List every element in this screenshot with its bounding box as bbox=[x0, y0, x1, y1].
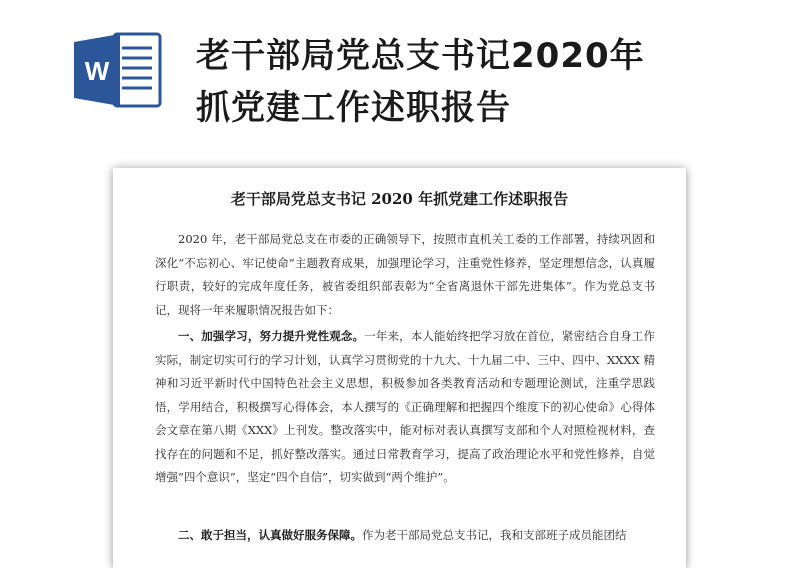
paragraph-lead: 一、加强学习，努力提升党性观念。 bbox=[178, 329, 365, 343]
page-title-line-1: 老干部局党总支书记2020年 bbox=[196, 36, 645, 76]
paragraph-text: 作为老干部局党总支书记，我和支部班子成员能团结 bbox=[362, 528, 627, 542]
word-document-icon bbox=[70, 30, 170, 110]
paragraph-lead: 二、敢于担当，认真做好服务保障。 bbox=[178, 528, 362, 542]
page-title-line-2: 抓党建工作述职报告 bbox=[196, 88, 511, 128]
document-page bbox=[113, 168, 686, 568]
document-title: 老干部局党总支书记 2020 年抓党建工作述职报告 bbox=[230, 190, 569, 208]
paragraph-text: 2020 年，老干部局党总支在市委的正确领导下，按照市直机关工委的工作部署，持续巩固和深化“不忘初心、牢记使命”主题教育成果，加强理论学习，注重党性修养，坚定理想信念，认真履行职责，较好的完成年度任务，被省委组织部表彰为“全省离退休干部先进集体”。作为党总支书记，现将一年来履职情况报告如下： bbox=[155, 232, 655, 317]
document-paragraph bbox=[155, 228, 655, 322]
paragraph-text: 一年来，本人能始终把学习放在首位，紧密结合自身工作实际，制定切实可行的学习计划，认真学习贯彻党的十九大、十九届二中、三中、四中、XXXX 精神和习近平新时代中国特色社会主义思想，积极参加各类教育活动和专题理论测试，注重学思践悟，学用结合，积极撰写心得体会，本人撰写的《正确理解和把握四个维度下的初心使命》心得体会文章在第八期《XXX》上刊发。整改落实中，能对标对表认真撰写支部和个人对照检视材料，查找存在的问题和不足，抓好整改落实。通过日常教育学习，提高了政治理论水平和党性修养，自觉增强“四个意识”，坚定“四个自信”，切实做到“两个维护”。 bbox=[155, 329, 656, 484]
document-paragraph bbox=[155, 325, 655, 490]
document-paragraph bbox=[155, 524, 655, 548]
header bbox=[0, 0, 800, 160]
word-icon-letter: W bbox=[84, 56, 110, 86]
preview-area bbox=[0, 140, 800, 542]
